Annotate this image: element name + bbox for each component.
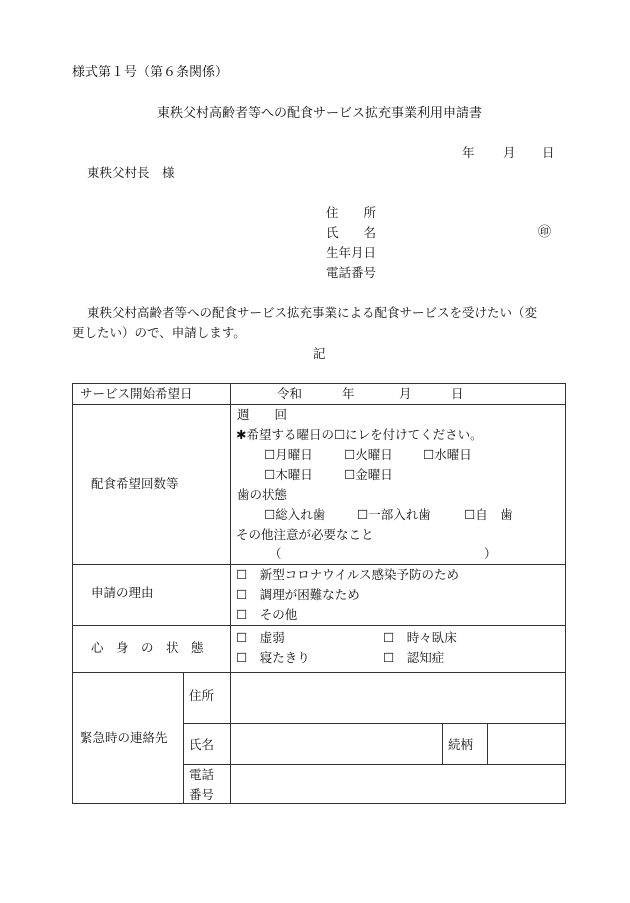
body-text-line1: 東秩父村高齢者等への配食サービス拡充事業による配食サービスを受けたい（変 [87, 305, 538, 320]
condition-checkbox-bedridden[interactable]: ☐ 寝たきり [236, 650, 310, 665]
condition-label: 心 身 の 状 態 [91, 640, 204, 655]
document-title: 東秩父村高齢者等への配食サービス拡充事業利用申請書 [157, 106, 483, 121]
seal-mark: ㊞ [538, 225, 552, 240]
teeth-checkbox-partial[interactable]: ☐一部入れ歯 [357, 507, 431, 522]
start-day: 日 [451, 386, 464, 401]
ki-heading: 記 [313, 346, 326, 361]
condition-checkbox-frail[interactable]: ☐ 虚弱 [236, 630, 285, 645]
start-era: 令和 [277, 386, 303, 401]
condition-checkbox-bedridden-sometimes[interactable]: ☐ 時々臥床 [383, 630, 457, 645]
date-month: 月 [503, 145, 516, 160]
frequency-label: 配食希望回数等 [91, 476, 179, 491]
other-notes-open-paren: （ [269, 546, 282, 561]
body-text-line2: 更したい）ので、申請します。 [72, 325, 246, 340]
applicant-address-label: 住 所 [326, 205, 377, 220]
emergency-relation-label: 続柄 [448, 737, 474, 752]
emergency-contact-label: 緊急時の連絡先 [80, 730, 168, 745]
reason-label: 申請の理由 [91, 585, 154, 600]
day-checkbox-tue[interactable]: ☐火曜日 [344, 447, 393, 462]
start-date-label: サービス開始希望日 [80, 386, 193, 401]
other-notes-close-paren: ） [484, 546, 497, 561]
start-month: 月 [399, 386, 412, 401]
applicant-birth-label: 生年月日 [326, 245, 377, 260]
emergency-phone-label-2: 番号 [189, 787, 215, 802]
reason-checkbox-other[interactable]: ☐ その他 [236, 607, 298, 622]
date-day: 日 [542, 145, 555, 160]
applicant-phone-label: 電話番号 [326, 265, 377, 280]
teeth-checkbox-full[interactable]: ☐総入れ歯 [264, 507, 326, 522]
day-checkbox-thu[interactable]: ☐木曜日 [264, 467, 313, 482]
day-checkbox-mon[interactable]: ☐月曜日 [264, 447, 313, 462]
weekday-note: ✱希望する曜日の☐にレを付けてください。 [236, 427, 483, 442]
other-notes-label: その他注意が必要なこと [236, 527, 374, 542]
day-checkbox-fri[interactable]: ☐金曜日 [344, 467, 393, 482]
teeth-checkbox-natural[interactable]: ☐自 歯 [464, 507, 513, 522]
condition-checkbox-dementia[interactable]: ☐ 認知症 [383, 650, 445, 665]
emergency-address-label: 住所 [189, 688, 215, 703]
applicant-name-label: 氏 名 [326, 225, 377, 240]
day-checkbox-wed[interactable]: ☐水曜日 [423, 447, 472, 462]
form-number: 様式第１号（第６条関係） [72, 65, 229, 80]
application-table [72, 383, 566, 804]
emergency-phone-label-1: 電話 [189, 767, 215, 782]
teeth-label: 歯の状態 [237, 487, 288, 502]
weekly-count: 週 回 [237, 407, 288, 422]
date-year: 年 [462, 145, 475, 160]
start-year: 年 [342, 386, 355, 401]
reason-checkbox-covid[interactable]: ☐ 新型コロナウイルス感染予防のため [236, 567, 459, 582]
reason-checkbox-cooking[interactable]: ☐ 調理が困難なため [236, 587, 360, 602]
addressee: 東秩父村長 様 [87, 165, 175, 180]
emergency-name-label: 氏名 [189, 737, 215, 752]
